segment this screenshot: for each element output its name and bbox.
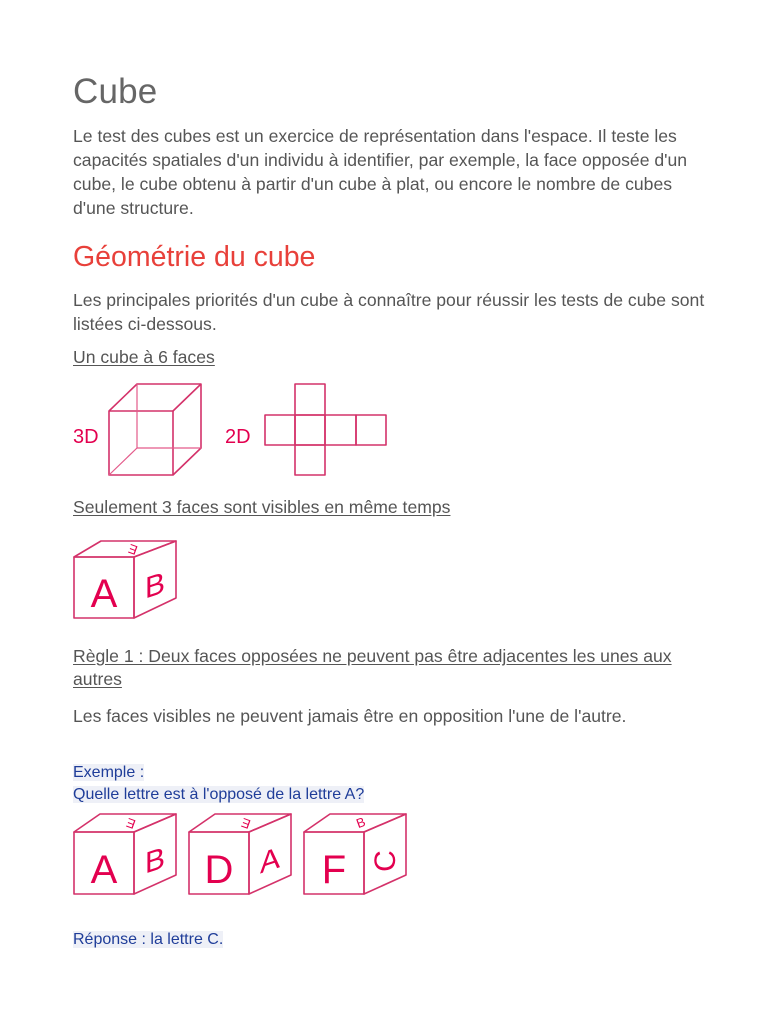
cube2-front-letter: D [204, 848, 234, 892]
cube3-side-letter: C [369, 850, 402, 872]
label-2d: 2D [225, 426, 251, 448]
cube1-side-letter: B [144, 839, 166, 881]
example-cube-1 [74, 814, 176, 894]
cube-abe-illustration [73, 540, 178, 620]
cube2-top-letter: E [239, 814, 253, 833]
section-intro: Les principales priorités d'un cube à connaître pour réussir les tests de cube sont listées ci-dessous. [73, 290, 705, 334]
cube-abe [74, 541, 176, 618]
cube3-front-letter: F [321, 848, 347, 892]
face-front-letter: A [90, 572, 118, 616]
cube3-top-letter: B [354, 813, 368, 832]
cube-2d-net [265, 384, 386, 475]
cube-3d-2d-illustration [73, 383, 393, 478]
example-question: Quelle lettre est à l'opposé de la lettre A? [73, 786, 365, 803]
label-3d: 3D [73, 426, 99, 448]
section-title: Géométrie du cube [73, 241, 316, 273]
property-six-faces: Un cube à 6 faces [73, 347, 215, 367]
face-top-letter: E [126, 540, 140, 559]
example-cube-3 [304, 814, 406, 894]
cube-3d-wireframe [109, 384, 201, 475]
cube1-top-letter: E [124, 814, 138, 833]
page-title: Cube [73, 72, 158, 111]
answer: Réponse : la lettre C. [73, 931, 224, 948]
example-cubes-illustration [73, 813, 413, 897]
cube1-front-letter: A [90, 848, 118, 892]
face-side-letter: B [144, 564, 166, 606]
example-label: Exemple : [73, 764, 145, 781]
property-three-visible: Seulement 3 faces sont visibles en même temps [73, 497, 451, 517]
rule-1-text: Les faces visibles ne peuvent jamais être en opposition l'une de l'autre. [73, 706, 627, 726]
intro-paragraph: Le test des cubes est un exercice de représentation dans l'espace. Il teste les capacités spatiales d'un individu à identifier, par exemple, la face opposée d'un cube, le cube obtenu à partir d'un cube à plat, ou encore le nombre de cubes d'une structure. [73, 126, 688, 218]
rule-1: Règle 1 : Deux faces opposées ne peuvent pas être adjacentes les unes aux autres [73, 646, 672, 689]
cube2-side-letter: A [259, 839, 281, 881]
example-cube-2 [189, 814, 291, 894]
